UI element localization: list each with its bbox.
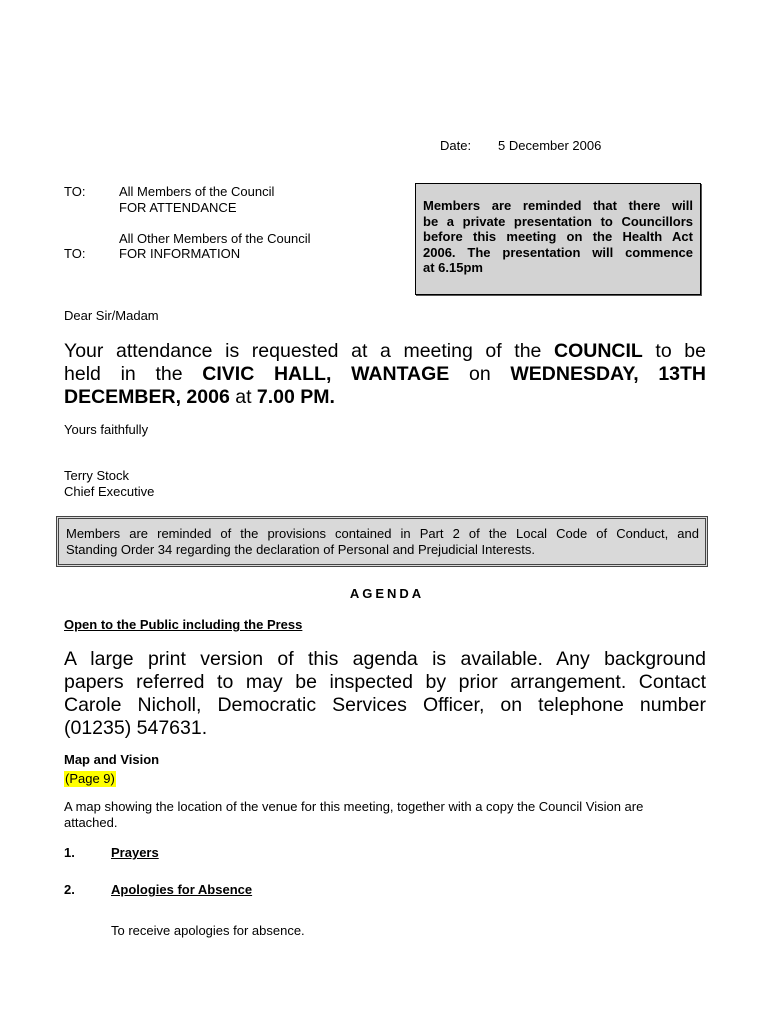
meeting-summons — [64, 340, 706, 409]
map-line: attached. — [64, 815, 118, 830]
map-vision-description — [64, 799, 716, 831]
summons-text: on — [449, 363, 511, 385]
signatory-name: Terry Stock — [64, 468, 130, 483]
large-print-notice — [64, 648, 706, 740]
notice-line: be a private presentation to Councillors — [423, 213, 693, 229]
summons-text: at — [229, 386, 257, 408]
map-line: A map showing the location of the venue for this meeting, together with a copy the Council Vision are — [64, 799, 644, 814]
item-number: 1. — [64, 845, 75, 860]
salutation: Dear Sir/Madam — [64, 308, 159, 323]
recipient-line: FOR INFORMATION — [119, 246, 241, 261]
large-print-line: papers referred to may be inspected by prior arrangement. Contact — [64, 671, 706, 693]
summons-bold: COUNCIL — [554, 340, 643, 362]
item-title-apologies: Apologies for Absence — [111, 882, 253, 897]
presentation-notice-box — [415, 183, 701, 295]
date-label: Date: — [440, 138, 472, 153]
item-description: To receive apologies for absence. — [111, 923, 305, 938]
summons-text: held in the — [64, 363, 203, 385]
recipient-line: FOR ATTENDANCE — [119, 200, 237, 215]
notice-line: 2006. The presentation will commence — [423, 244, 693, 260]
map-vision-heading: Map and Vision — [64, 752, 160, 767]
summons-text: Your attendance is requested at a meeting of the — [64, 340, 554, 362]
notice-line: before this meeting on the Health Act — [423, 229, 693, 244]
open-to-public-heading: Open to the Public including the Press — [64, 617, 303, 632]
to-label: TO: — [64, 184, 86, 199]
signatory-title: Chief Executive — [64, 484, 155, 499]
large-print-line: Carole Nicholl, Democratic Services Officer, on telephone number — [64, 694, 706, 716]
closing: Yours faithfully — [64, 422, 149, 437]
item-title-prayers: Prayers — [111, 845, 159, 860]
summons-bold: CIVIC HALL, WANTAGE — [202, 363, 450, 385]
recipient-line: All Other Members of the Council — [119, 231, 311, 246]
summons-bold: DECEMBER, 2006 — [64, 386, 230, 408]
notice-line: Members are reminded that there will — [423, 198, 693, 213]
conduct-line: Standing Order 34 regarding the declaration of Personal and Prejudicial Interests. — [66, 542, 536, 557]
item-number: 2. — [64, 882, 75, 897]
summons-bold: WEDNESDAY, 13TH — [510, 363, 707, 385]
summons-text: to be — [642, 340, 706, 362]
recipient-line: All Members of the Council — [119, 184, 275, 199]
large-print-line: A large print version of this agenda is available. Any background — [64, 648, 706, 670]
conduct-line: Members are reminded of the provisions contained in Part 2 of the Local Code of Conduct, and — [66, 526, 699, 541]
large-print-line: (01235) 547631. — [64, 717, 208, 739]
to-label: TO: — [64, 246, 86, 261]
page-reference-link[interactable]: (Page 9) — [65, 771, 115, 786]
summons-bold: 7.00 PM. — [256, 386, 335, 408]
notice-line: at 6.15pm — [423, 260, 483, 275]
date-value: 5 December 2006 — [498, 138, 602, 153]
code-of-conduct-box — [56, 516, 708, 567]
agenda-heading: AGENDA — [349, 586, 425, 601]
